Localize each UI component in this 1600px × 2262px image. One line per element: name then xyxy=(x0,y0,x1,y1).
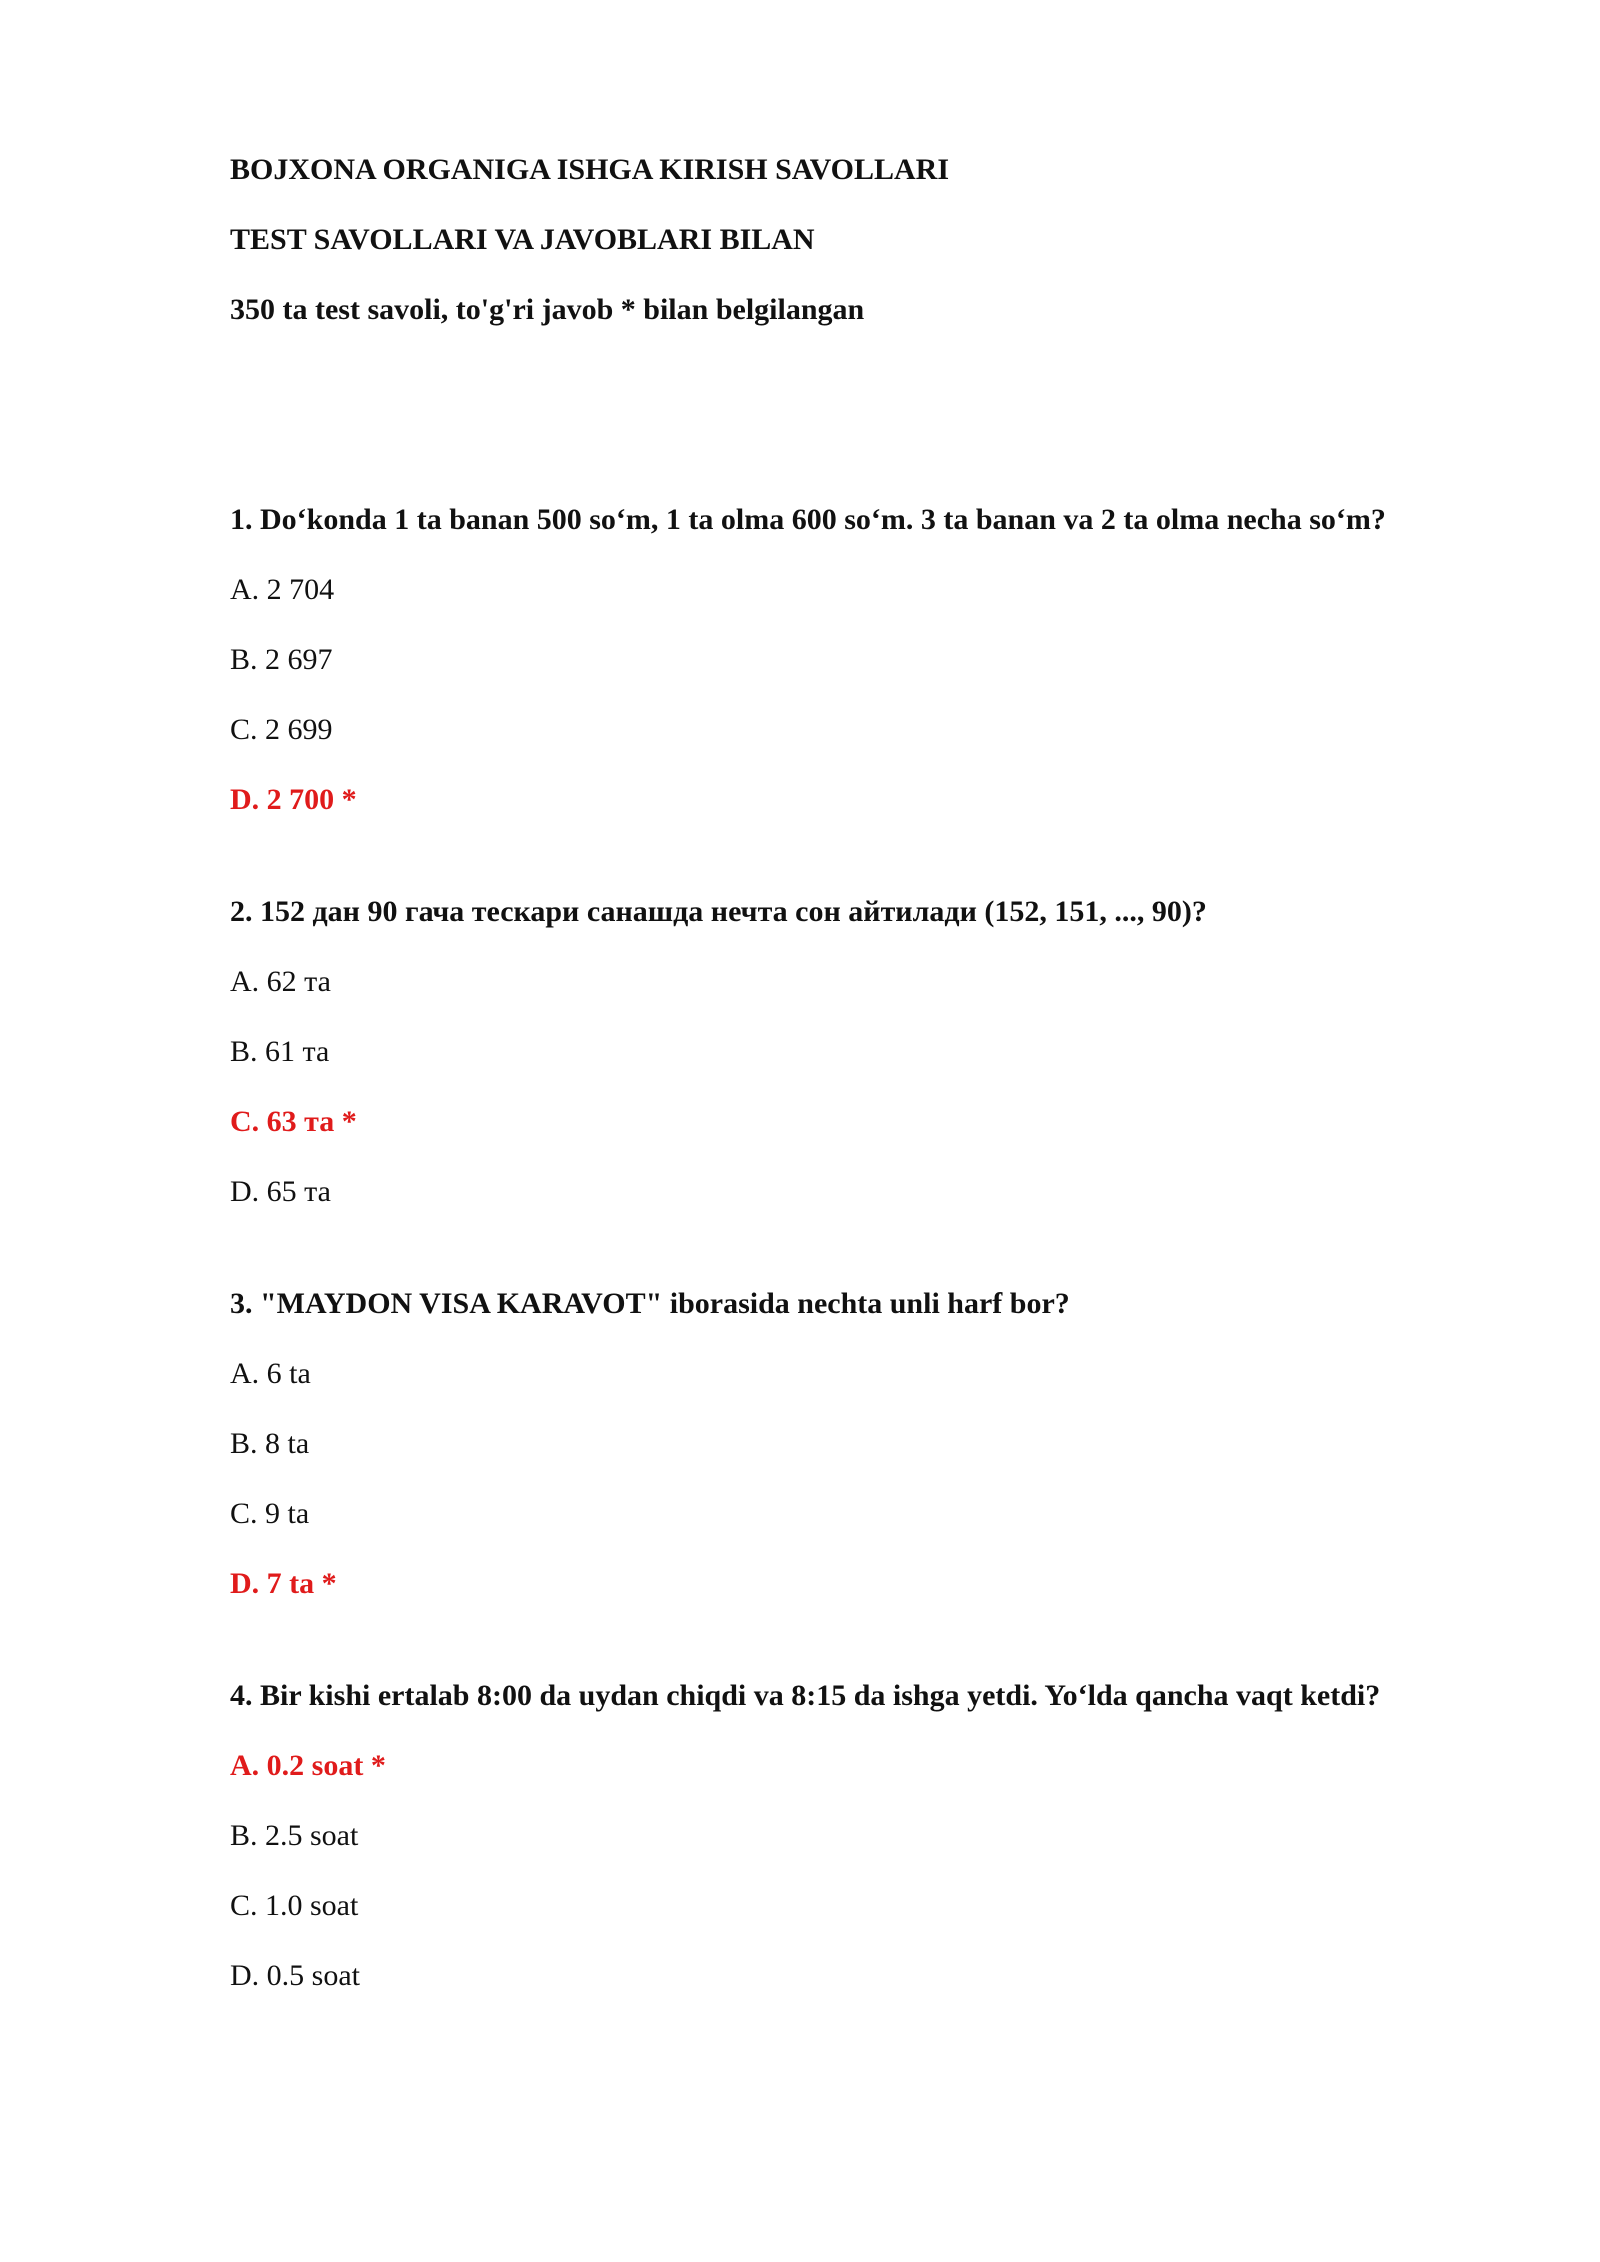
document-subtitle: TEST SAVOLLARI VA JAVOBLARI BILAN xyxy=(230,223,815,256)
answer-option-a: A. 6 ta xyxy=(230,1357,311,1390)
question-text: 3. "MAYDON VISA KARAVOT" iborasida nechta unli harf bor? xyxy=(230,1287,1070,1320)
answer-option-b: B. 2.5 soat xyxy=(230,1819,359,1852)
answer-option-d: D. 7 ta * xyxy=(230,1567,337,1600)
document-title: BOJXONA ORGANIGA ISHGA KIRISH SAVOLLARI xyxy=(230,153,950,186)
answer-option-d: D. 2 700 * xyxy=(230,783,357,816)
question-4 xyxy=(230,1676,1550,1996)
answer-option-c: C. 9 ta xyxy=(230,1497,310,1530)
question-3 xyxy=(230,1284,1550,1604)
question-1 xyxy=(230,500,1550,820)
answer-option-d: D. 65 та xyxy=(230,1175,331,1208)
answer-option-c: C. 63 та * xyxy=(230,1105,357,1138)
answer-option-b: B. 61 та xyxy=(230,1035,330,1068)
document-note: 350 ta test savoli, to'g'ri javob * bilan belgilangan xyxy=(230,293,865,326)
answer-option-a: A. 0.2 soat * xyxy=(230,1749,386,1782)
question-list xyxy=(230,500,1550,2068)
answer-option-a: A. 62 та xyxy=(230,965,331,998)
answer-option-b: B. 8 ta xyxy=(230,1427,310,1460)
answer-option-a: A. 2 704 xyxy=(230,573,335,606)
document-header xyxy=(230,150,1530,360)
answer-option-c: C. 2 699 xyxy=(230,713,333,746)
question-text: 1. Do‘konda 1 ta banan 500 so‘m, 1 ta olma 600 so‘m. 3 ta banan va 2 ta olma necha so‘m? xyxy=(230,503,1386,536)
question-text: 2. 152 дан 90 гача тескари санашда нечта сон айтилади (152, 151, ..., 90)? xyxy=(230,895,1207,928)
question-2 xyxy=(230,892,1550,1212)
answer-option-d: D. 0.5 soat xyxy=(230,1959,360,1992)
question-text: 4. Bir kishi ertalab 8:00 da uydan chiqdi va 8:15 da ishga yetdi. Yo‘lda qancha vaqt ketdi? xyxy=(230,1679,1381,1712)
answer-option-b: B. 2 697 xyxy=(230,643,333,676)
answer-option-c: C. 1.0 soat xyxy=(230,1889,359,1922)
